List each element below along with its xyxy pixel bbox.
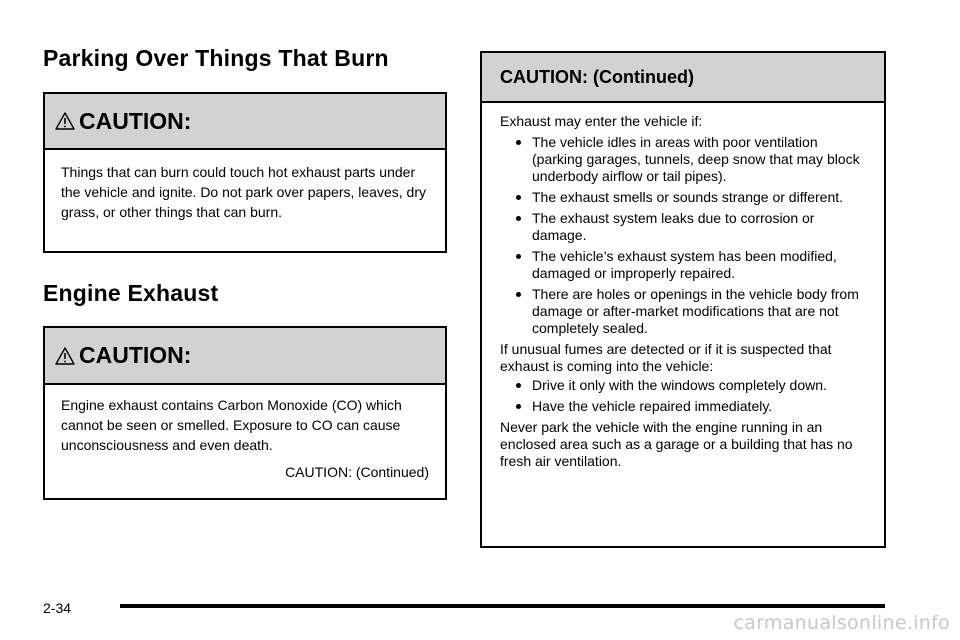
caution-box-continued <box>480 51 886 548</box>
list-item <box>514 398 868 415</box>
list-item <box>514 210 868 244</box>
list-item <box>514 286 868 337</box>
bullet-icon <box>516 292 521 297</box>
list-item-text: The vehicle’s exhaust system has been modified, damaged or improperly repaired. <box>532 248 837 281</box>
list-item-text: Have the vehicle repaired immediately. <box>532 398 773 414</box>
exhaust-intro: Exhaust may enter the vehicle if: <box>500 113 703 129</box>
never-park-paragraph: Never park the vehicle with the engine running in an enclosed area such as a garage or a building that has no fresh air ventilation. <box>500 419 853 469</box>
caution-continued-title: CAUTION: (Continued) <box>500 66 694 87</box>
list-item-text: There are holes or openings in the vehicle body from damage or after-market modifications that are not completely sealed. <box>532 286 859 336</box>
list-item <box>514 248 868 282</box>
caution-box-parking <box>43 92 447 253</box>
caution-header <box>482 53 884 103</box>
list-item <box>514 189 868 206</box>
caution-header <box>45 94 445 150</box>
caution-box-exhaust <box>43 326 447 500</box>
warning-triangle-icon <box>55 346 75 366</box>
page-number: 2-34 <box>43 600 72 616</box>
section-heading-parking: Parking Over Things That Burn <box>43 45 389 71</box>
bullet-icon <box>516 404 521 409</box>
continued-label: CAUTION: (Continued) <box>285 464 429 480</box>
caution-header <box>45 328 445 385</box>
caution-text: Things that can burn could touch hot exhaust parts under the vehicle and ignite. Do not park over papers, leaves, dry grass, or other things that can burn. <box>61 164 426 220</box>
footer-rule <box>120 604 885 608</box>
bullet-icon <box>516 195 521 200</box>
list-item-text: The vehicle idles in areas with poor ventilation (parking garages, tunnels, deep snow that may block underbody airflow or tail pipes). <box>532 134 860 184</box>
bullet-icon <box>516 216 521 221</box>
list-item-text: The exhaust system leaks due to corrosion or damage. <box>532 210 815 243</box>
bullet-icon <box>516 254 521 259</box>
fumes-actions-list <box>500 377 868 415</box>
watermark: carmanualsonline.info <box>733 612 950 634</box>
caution-title: CAUTION: <box>79 107 192 134</box>
caution-title: CAUTION: <box>79 342 192 368</box>
section-heading-engine-exhaust: Engine Exhaust <box>43 280 219 306</box>
bullet-icon <box>516 140 521 145</box>
list-item <box>514 134 868 185</box>
warning-triangle-icon <box>55 111 75 131</box>
caution-text: Engine exhaust contains Carbon Monoxide (CO) which cannot be seen or smelled. Exposure to CO can cause unconsciousness and even death. <box>61 397 402 453</box>
exhaust-conditions-list <box>500 134 868 337</box>
list-item <box>514 377 868 394</box>
list-item-text: Drive it only with the windows completely down. <box>532 377 827 393</box>
bullet-icon <box>516 383 521 388</box>
fumes-paragraph: If unusual fumes are detected or if it is suspected that exhaust is coming into the vehicle: <box>500 341 832 374</box>
list-item-text: The exhaust smells or sounds strange or different. <box>532 189 844 205</box>
